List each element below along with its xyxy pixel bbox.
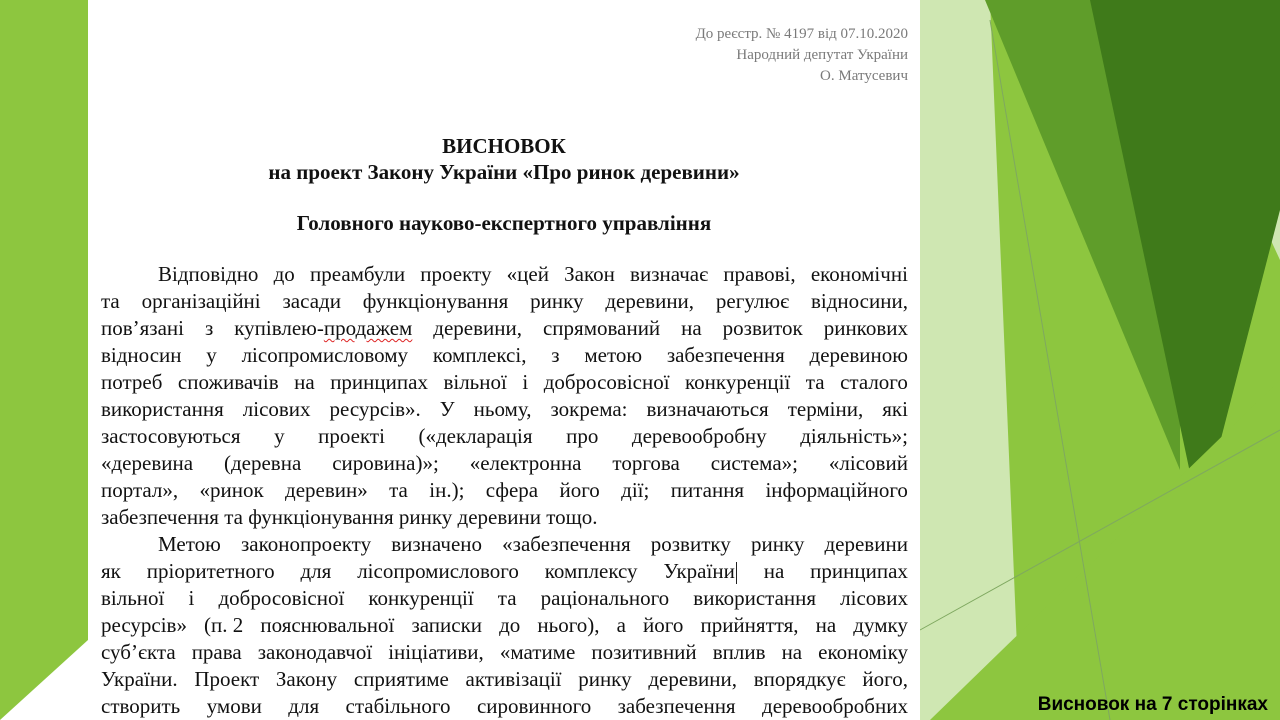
word: з: [551, 343, 560, 367]
word: деревообробну: [631, 424, 767, 448]
word: («декларація: [418, 424, 533, 448]
word: і: [188, 586, 195, 610]
word: пояснювальної: [260, 613, 395, 637]
word: правові,: [723, 262, 796, 286]
word: записки: [411, 613, 483, 637]
text-cursor: [736, 562, 737, 584]
word: раціонального: [540, 586, 670, 610]
word: принципах: [810, 559, 908, 583]
word: на: [294, 370, 315, 394]
word: нього),: [537, 613, 600, 637]
word: умови: [206, 694, 262, 718]
word: на: [763, 559, 785, 583]
word: ринкових: [823, 316, 908, 340]
word: його: [559, 478, 600, 502]
word: сприятиме: [353, 667, 449, 691]
word: У: [439, 397, 455, 421]
author-title: Народний депутат України: [736, 47, 908, 63]
word: України.: [101, 667, 178, 691]
word: зокрема:: [550, 397, 628, 421]
word: його: [643, 613, 684, 637]
word: впорядкує: [753, 667, 846, 691]
word: дії;: [621, 478, 650, 502]
text-line: [101, 396, 908, 423]
word: функціонування: [362, 289, 509, 313]
text-line: [101, 666, 908, 693]
word: розвиток: [722, 316, 803, 340]
word: (деревна: [223, 451, 302, 475]
word: «ринок: [199, 478, 264, 502]
word: і: [522, 370, 529, 394]
word: деревини,: [605, 289, 695, 313]
word: купівлею-: [234, 316, 324, 340]
word: лісопромислового: [357, 559, 519, 583]
word: добросовісної: [543, 370, 670, 394]
word: ринку: [750, 532, 805, 556]
text-line: [101, 477, 908, 504]
word: ресурсів».: [329, 397, 421, 421]
word: активізації: [465, 667, 562, 691]
word: та: [101, 289, 120, 313]
registry-number: До реєстр. № 4197 від 07.10.2020: [695, 26, 908, 42]
word: вільної: [101, 586, 165, 610]
word: лісопромисловому: [241, 343, 409, 367]
word: а: [616, 613, 626, 637]
word: сировинного: [476, 694, 592, 718]
word: на: [681, 316, 702, 340]
department-title: Головного науково-експертного управління: [296, 211, 712, 235]
word: конкуренції: [368, 586, 474, 610]
text-line: [101, 261, 908, 288]
text-line: [101, 288, 908, 315]
word: питання: [670, 478, 745, 502]
word: лісових: [840, 586, 908, 610]
word: діяльність»;: [800, 424, 908, 448]
word: засади: [282, 289, 341, 313]
word: використання: [693, 586, 817, 610]
word: вплив: [712, 640, 766, 664]
word: принципах: [330, 370, 428, 394]
word: Метою: [158, 532, 221, 556]
text-line: [101, 315, 908, 342]
word: «лісовий: [828, 451, 908, 475]
word: споживачів: [177, 370, 279, 394]
word: ринку: [578, 667, 632, 691]
word: метою: [584, 343, 643, 367]
text-line: [101, 423, 908, 450]
word: законопроекту: [240, 532, 372, 556]
word: які: [882, 397, 908, 421]
document-subtitle: на проект Закону України «Про ринок деревини»: [268, 160, 740, 184]
word: для: [300, 559, 332, 583]
left-green-wedge: [0, 0, 88, 720]
word: сировина)»;: [332, 451, 439, 475]
word: як: [101, 559, 121, 583]
word: сталого: [840, 370, 908, 394]
document-page: [88, 0, 920, 720]
text-line: [101, 504, 908, 531]
word: та: [497, 586, 517, 610]
word: про: [566, 424, 599, 448]
word: пов’язані: [101, 316, 184, 340]
word: деревини: [824, 532, 908, 556]
word: проекту: [420, 262, 492, 286]
word: преамбули: [310, 262, 406, 286]
word: забезпечення: [666, 343, 785, 367]
word: «забезпечення: [502, 532, 631, 556]
registry-header: [696, 24, 908, 87]
word: до: [499, 613, 521, 637]
word: створить: [101, 694, 181, 718]
word: ін.);: [429, 478, 465, 502]
word: продажем: [323, 316, 413, 340]
word: економіку: [818, 640, 908, 664]
word: на: [781, 640, 803, 664]
word: проекті: [318, 424, 385, 448]
word: комплексу: [544, 559, 638, 583]
word: організаційні: [141, 289, 261, 313]
word: України: [663, 559, 735, 583]
word: інформаційного: [765, 478, 908, 502]
word: позитивний: [591, 640, 697, 664]
word: забезпечення та функціонування ринку деревини тощо.: [101, 505, 598, 529]
text-line: [101, 693, 908, 720]
word: Закон: [564, 262, 615, 286]
word: законодавчої: [257, 640, 373, 664]
word: Закону: [275, 667, 338, 691]
word: потреб: [101, 370, 163, 394]
word: ньому,: [473, 397, 532, 421]
word: сфера: [485, 478, 539, 502]
word: прийняття,: [700, 613, 799, 637]
word: деревини,: [433, 316, 523, 340]
word: регулює: [715, 289, 790, 313]
word: пріоритетного: [146, 559, 275, 583]
word: деревини,: [648, 667, 738, 691]
word: деревообробних: [762, 694, 908, 718]
author-name: О. Матусевич: [820, 68, 908, 84]
word: [234, 315, 412, 342]
word: Відповідно: [158, 262, 259, 286]
text-line: [101, 558, 908, 585]
word: відносини,: [810, 289, 908, 313]
word: терміни,: [787, 397, 864, 421]
text-line: [101, 342, 908, 369]
word: система»;: [710, 451, 798, 475]
word: конкуренції: [685, 370, 791, 394]
word: спрямований: [542, 316, 661, 340]
word: думку: [853, 613, 908, 637]
word: розвитку: [650, 532, 731, 556]
document-title: ВИСНОВОК: [442, 134, 566, 158]
word: добросовісної: [218, 586, 345, 610]
word: стабільного: [345, 694, 451, 718]
word: до: [273, 262, 295, 286]
word: з: [204, 316, 214, 340]
word: та: [389, 478, 408, 502]
word: на: [815, 613, 837, 637]
word: відносин: [101, 343, 182, 367]
word: ринку: [530, 289, 584, 313]
word: «електронна: [469, 451, 582, 475]
text-line: [101, 612, 908, 639]
word: деревиною: [809, 343, 908, 367]
page-count-label: Висновок на 7 сторінках: [1037, 694, 1268, 715]
word: «деревина: [101, 451, 194, 475]
word: та: [805, 370, 825, 394]
word: портал»,: [101, 478, 179, 502]
word: визначено: [391, 532, 483, 556]
word: для: [288, 694, 320, 718]
word: у: [206, 343, 217, 367]
word: його,: [862, 667, 908, 691]
word: визначаються: [646, 397, 769, 421]
word: торгова: [612, 451, 680, 475]
word: суб’єкта: [101, 640, 176, 664]
word: ресурсів»: [101, 613, 187, 637]
text-line: [101, 639, 908, 666]
body-text: [101, 261, 908, 720]
word: визначає: [630, 262, 709, 286]
word: у: [274, 424, 285, 448]
word: забезпечення: [617, 694, 736, 718]
text-line: [101, 585, 908, 612]
text-line: [101, 369, 908, 396]
word: деревин»: [285, 478, 368, 502]
word: використання: [101, 397, 224, 421]
word: «матиме: [499, 640, 576, 664]
word: економічні: [810, 262, 908, 286]
text-line: [101, 450, 908, 477]
word: (п. 2: [204, 613, 244, 637]
word: вільної: [443, 370, 507, 394]
word: Проект: [194, 667, 260, 691]
text-line: [101, 531, 908, 558]
word: застосовуються: [101, 424, 241, 448]
word: комплексі,: [432, 343, 527, 367]
word: ініціативи,: [388, 640, 484, 664]
word: права: [191, 640, 242, 664]
word: лісових: [242, 397, 311, 421]
word: «цей: [506, 262, 549, 286]
